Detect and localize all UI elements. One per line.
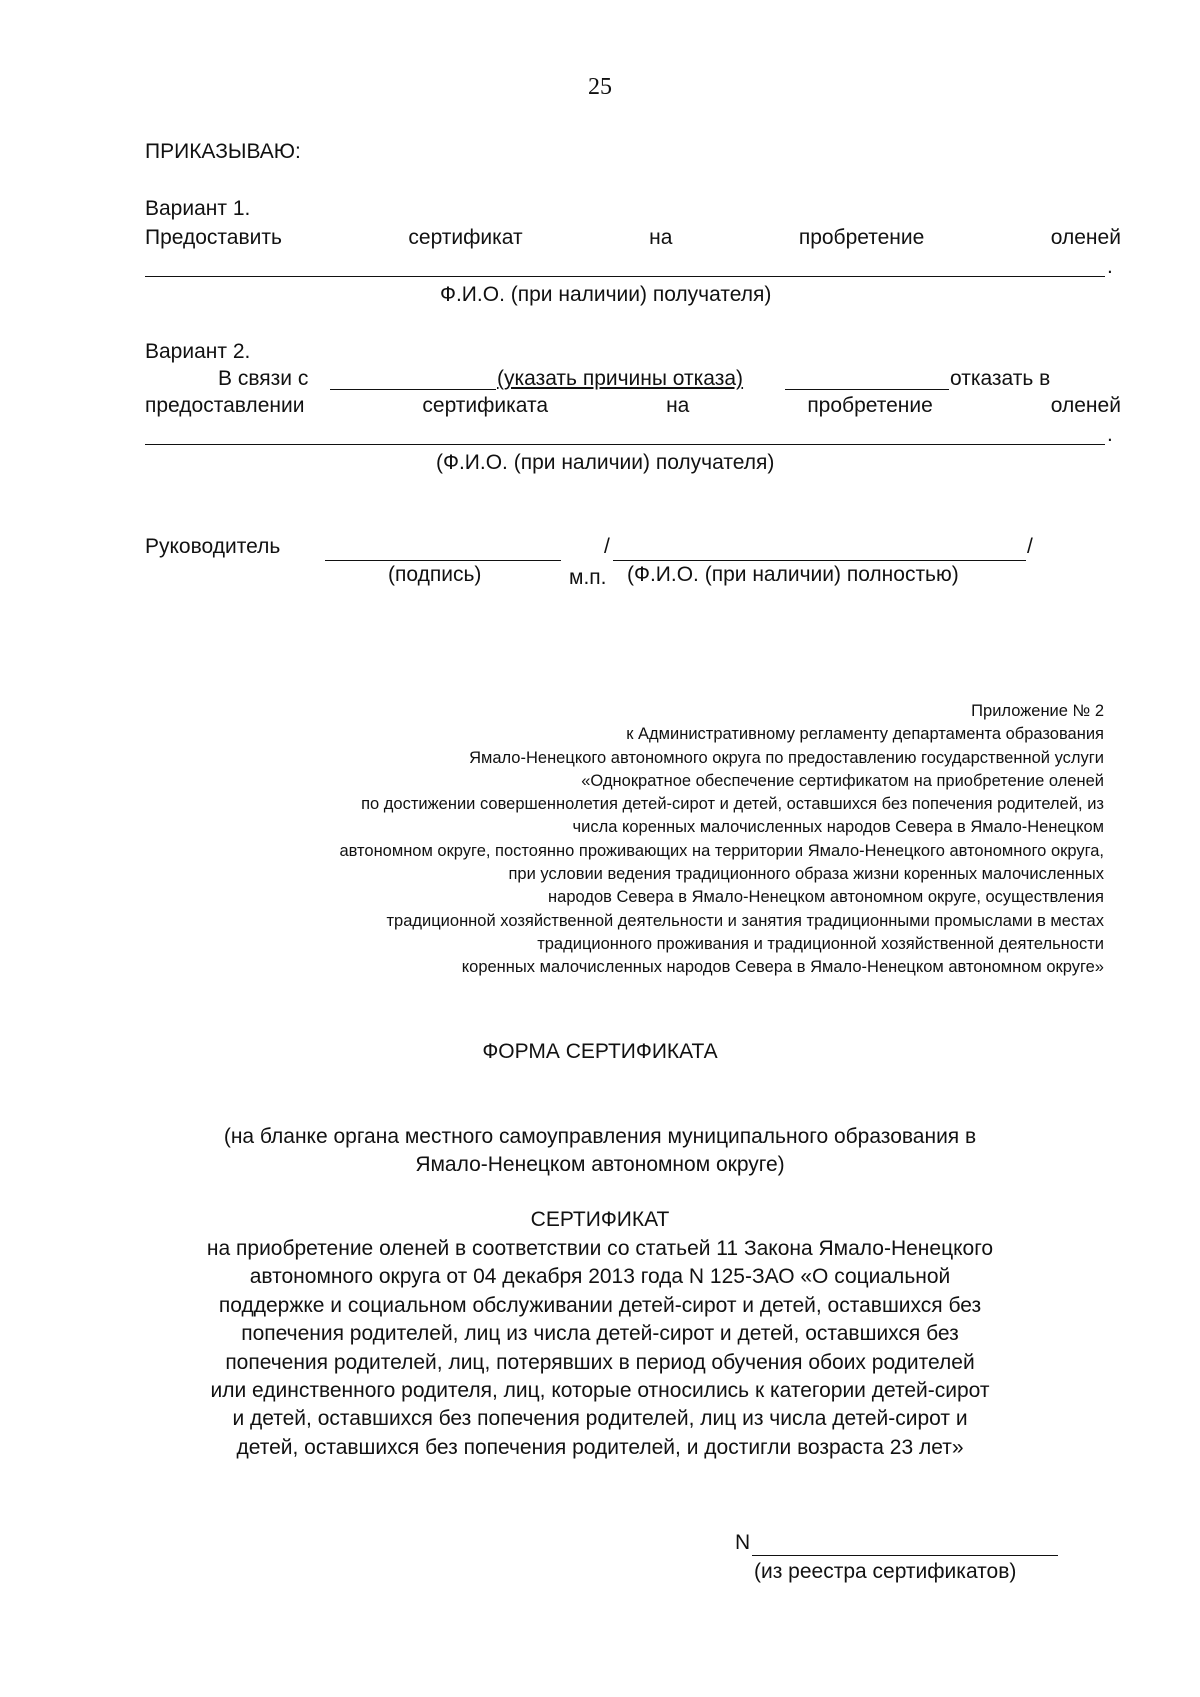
refusal-reason-placeholder: (указать причины отказа)	[497, 367, 744, 390]
variant2-lead: В связи с	[218, 367, 309, 390]
registry-caption: (из реестра сертификатов)	[754, 1560, 1017, 1583]
variant2-word: предоставлении	[145, 394, 305, 417]
certificate-body-line: поддержке и социальном обслуживании детей-сирот и детей, оставшихся без	[218, 1293, 982, 1317]
certificate-title: СЕРТИФИКАТ	[530, 1208, 670, 1231]
variant2-caption: (Ф.И.О. (при наличии) получателя)	[436, 451, 775, 474]
variant2-sentence	[145, 394, 1121, 418]
variant1-word: сертификат	[408, 226, 523, 249]
full-name-line[interactable]	[613, 560, 1026, 561]
certificate-body-line: детей, оставшихся без попечения родителей, и достигли возраста 23 лет»	[236, 1435, 964, 1459]
signatory-role: Руководитель	[145, 535, 281, 558]
variant1-word: оленей	[1050, 226, 1121, 249]
appendix-line: при условии ведения традиционного образа жизни коренных малочисленных	[508, 865, 1104, 884]
recipient-name-line-2[interactable]	[145, 444, 1105, 445]
certificate-body-line: попечения родителей, лиц, потерявших в период обучения обоих родителей	[225, 1350, 975, 1374]
appendix-line: «Однократное обеспечение сертификатом на приобретение оленей	[581, 771, 1104, 790]
signature-caption: (подпись)	[388, 563, 482, 586]
line-period: .	[1107, 423, 1113, 446]
variant1-word: Предоставить	[145, 226, 282, 249]
blank-note-line: (на бланке органа местного самоуправления муниципального образования в	[223, 1125, 977, 1148]
variant1-word: на	[649, 226, 673, 249]
variant2-word: пробретение	[807, 394, 933, 417]
signature-line[interactable]	[325, 560, 561, 561]
variant1-title: Вариант 1.	[145, 197, 251, 220]
variant1-sentence	[145, 226, 1121, 250]
registry-n-label: N	[735, 1531, 751, 1554]
line-period: .	[1107, 255, 1113, 278]
blank-note-line: Ямало-Ненецком автономном округе)	[415, 1153, 785, 1176]
appendix-line: традиционной хозяйственной деятельности и занятия традиционными промыслами в местах	[386, 911, 1104, 930]
variant2-title: Вариант 2.	[145, 340, 251, 363]
variant1-caption: Ф.И.О. (при наличии) получателя)	[440, 283, 772, 306]
variant2-word: оленей	[1050, 394, 1121, 417]
page-number: 25	[588, 74, 612, 100]
appendix-line: числа коренных малочисленных народов Севера в Ямало-Ненецком	[572, 818, 1104, 837]
appendix-line: традиционного проживания и традиционной хозяйственной деятельности	[537, 934, 1104, 953]
reason-line-right[interactable]	[785, 389, 949, 390]
variant1-word: пробретение	[798, 226, 925, 249]
certificate-body-line: на приобретение оленей в соответствии со статьей 11 Закона Ямало-Ненецкого	[206, 1237, 994, 1260]
variant2-word: сертификата	[422, 394, 549, 417]
reason-line-left[interactable]	[330, 389, 496, 390]
form-title: ФОРМА СЕРТИФИКАТА	[482, 1040, 718, 1063]
certificate-body-line: и детей, оставшихся без попечения родителей, лиц из числа детей-сирот и	[232, 1407, 968, 1431]
certificate-body-line: или единственного родителя, лиц, которые относились к категории детей-сирот	[210, 1379, 990, 1403]
recipient-name-line[interactable]	[145, 276, 1105, 277]
stamp-place: м.п.	[569, 566, 607, 589]
slash-close: /	[1027, 535, 1033, 558]
appendix-line: автономном округе, постоянно проживающих на территории Ямало-Ненецкого автономного округа,	[339, 841, 1104, 860]
appendix-line: к Административному регламенту департамента образования	[626, 725, 1104, 744]
slash-open: /	[604, 535, 610, 558]
appendix-header	[144, 700, 1104, 980]
registry-number-line[interactable]	[752, 1555, 1058, 1556]
variant2-refuse: отказать в	[950, 367, 1051, 390]
appendix-line: Приложение № 2	[971, 702, 1104, 720]
order-heading: ПРИКАЗЫВАЮ:	[145, 140, 301, 163]
appendix-line: народов Севера в Ямало-Ненецком автономном округе, осуществления	[548, 888, 1104, 907]
appendix-line: коренных малочисленных народов Севера в Ямало-Ненецком автономном округе»	[461, 958, 1104, 977]
certificate-body	[0, 1235, 1200, 1462]
appendix-line: Ямало-Ненецкого автономного округа по предоставлению государственной услуги	[469, 748, 1104, 767]
certificate-body-line: автономного округа от 04 декабря 2013 года N 125-ЗАО «О социальной	[249, 1265, 951, 1289]
appendix-line: по достижении совершеннолетия детей-сирот и детей, оставшихся без попечения родителей, из	[361, 795, 1104, 814]
full-name-caption: (Ф.И.О. (при наличии) полностью)	[627, 563, 959, 586]
certificate-body-line: попечения родителей, лиц из числа детей-сирот и детей, оставшихся без	[241, 1322, 959, 1346]
variant2-word: на	[666, 394, 690, 417]
